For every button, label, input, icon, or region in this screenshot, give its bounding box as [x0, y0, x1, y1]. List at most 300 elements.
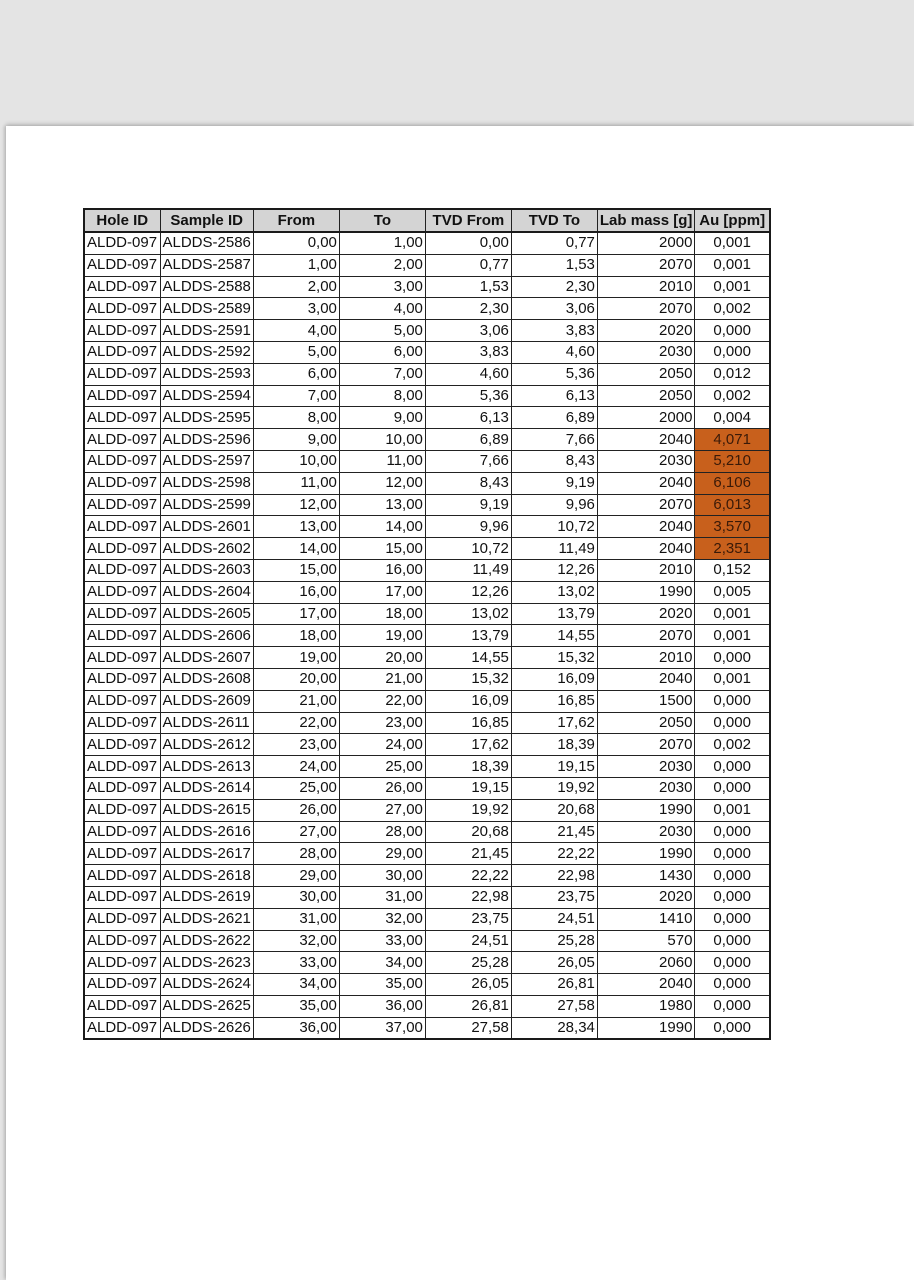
lab-mass-cell: 2040 [597, 538, 695, 560]
tvd-to-cell: 15,32 [511, 647, 597, 669]
lab-mass-cell: 2070 [597, 734, 695, 756]
tvd-to-cell: 2,30 [511, 276, 597, 298]
au-ppm-cell: 0,001 [695, 603, 770, 625]
hole-id-cell: ALDD-097 [84, 647, 160, 669]
hole-id-cell: ALDD-097 [84, 908, 160, 930]
lab-mass-cell: 2050 [597, 363, 695, 385]
tvd-to-cell: 3,06 [511, 298, 597, 320]
from-cell: 33,00 [253, 952, 339, 974]
sample-id-cell: ALDDS-2621 [160, 908, 253, 930]
hole-id-cell: ALDD-097 [84, 1017, 160, 1039]
tvd-from-cell: 27,58 [425, 1017, 511, 1039]
tvd-to-cell: 26,81 [511, 974, 597, 996]
to-cell: 2,00 [339, 254, 425, 276]
sample-id-cell: ALDDS-2603 [160, 559, 253, 581]
sample-id-cell: ALDDS-2592 [160, 341, 253, 363]
table-row [84, 1017, 770, 1039]
sample-id-cell: ALDDS-2615 [160, 799, 253, 821]
lab-mass-cell: 2040 [597, 974, 695, 996]
to-cell: 22,00 [339, 690, 425, 712]
tvd-to-cell: 10,72 [511, 516, 597, 538]
to-cell: 25,00 [339, 756, 425, 778]
tvd-from-cell: 0,00 [425, 232, 511, 254]
tvd-to-cell: 7,66 [511, 429, 597, 451]
table-row [84, 232, 770, 254]
hole-id-cell: ALDD-097 [84, 952, 160, 974]
hole-id-cell: ALDD-097 [84, 429, 160, 451]
tvd-to-cell: 17,62 [511, 712, 597, 734]
hole-id-cell: ALDD-097 [84, 865, 160, 887]
au-ppm-cell: 0,002 [695, 385, 770, 407]
from-cell: 11,00 [253, 472, 339, 494]
to-cell: 4,00 [339, 298, 425, 320]
tvd-from-cell: 26,05 [425, 974, 511, 996]
au-ppm-cell: 0,000 [695, 1017, 770, 1039]
tvd-to-cell: 22,22 [511, 843, 597, 865]
to-cell: 5,00 [339, 320, 425, 342]
from-cell: 35,00 [253, 995, 339, 1017]
hole-id-cell: ALDD-097 [84, 276, 160, 298]
hole-id-cell: ALDD-097 [84, 799, 160, 821]
sample-id-cell: ALDDS-2606 [160, 625, 253, 647]
table-row [84, 581, 770, 603]
from-cell: 25,00 [253, 777, 339, 799]
tvd-to-cell: 14,55 [511, 625, 597, 647]
to-cell: 29,00 [339, 843, 425, 865]
from-cell: 10,00 [253, 450, 339, 472]
from-cell: 22,00 [253, 712, 339, 734]
hole-id-cell: ALDD-097 [84, 320, 160, 342]
header-from: From [253, 209, 339, 232]
hole-id-cell: ALDD-097 [84, 363, 160, 385]
tvd-to-cell: 23,75 [511, 886, 597, 908]
to-cell: 12,00 [339, 472, 425, 494]
from-cell: 26,00 [253, 799, 339, 821]
lab-mass-cell: 2030 [597, 341, 695, 363]
from-cell: 8,00 [253, 407, 339, 429]
sample-id-cell: ALDDS-2624 [160, 974, 253, 996]
sample-id-cell: ALDDS-2622 [160, 930, 253, 952]
au-ppm-cell: 0,000 [695, 974, 770, 996]
lab-mass-cell: 2070 [597, 494, 695, 516]
sample-id-cell: ALDDS-2625 [160, 995, 253, 1017]
au-ppm-cell: 0,000 [695, 952, 770, 974]
tvd-from-cell: 15,32 [425, 668, 511, 690]
hole-id-cell: ALDD-097 [84, 385, 160, 407]
to-cell: 18,00 [339, 603, 425, 625]
lab-mass-cell: 2070 [597, 298, 695, 320]
to-cell: 13,00 [339, 494, 425, 516]
tvd-to-cell: 13,79 [511, 603, 597, 625]
table-row [84, 494, 770, 516]
table-row [84, 472, 770, 494]
au-ppm-cell: 0,000 [695, 821, 770, 843]
hole-id-cell: ALDD-097 [84, 886, 160, 908]
lab-mass-cell: 2070 [597, 625, 695, 647]
hole-id-cell: ALDD-097 [84, 516, 160, 538]
sample-id-cell: ALDDS-2588 [160, 276, 253, 298]
tvd-from-cell: 4,60 [425, 363, 511, 385]
au-ppm-cell: 0,001 [695, 254, 770, 276]
hole-id-cell: ALDD-097 [84, 974, 160, 996]
sample-id-cell: ALDDS-2586 [160, 232, 253, 254]
hole-id-cell: ALDD-097 [84, 581, 160, 603]
au-ppm-cell: 6,106 [695, 472, 770, 494]
to-cell: 27,00 [339, 799, 425, 821]
from-cell: 13,00 [253, 516, 339, 538]
hole-id-cell: ALDD-097 [84, 407, 160, 429]
tvd-from-cell: 16,85 [425, 712, 511, 734]
au-ppm-cell: 0,005 [695, 581, 770, 603]
header-tvd-from: TVD From [425, 209, 511, 232]
table-row [84, 712, 770, 734]
table-row [84, 734, 770, 756]
from-cell: 12,00 [253, 494, 339, 516]
table-row [84, 385, 770, 407]
to-cell: 32,00 [339, 908, 425, 930]
lab-mass-cell: 2040 [597, 668, 695, 690]
tvd-to-cell: 16,09 [511, 668, 597, 690]
tvd-from-cell: 22,22 [425, 865, 511, 887]
document-page [6, 126, 914, 1280]
from-cell: 24,00 [253, 756, 339, 778]
tvd-from-cell: 25,28 [425, 952, 511, 974]
tvd-to-cell: 20,68 [511, 799, 597, 821]
to-cell: 11,00 [339, 450, 425, 472]
au-ppm-cell: 0,012 [695, 363, 770, 385]
lab-mass-cell: 2020 [597, 603, 695, 625]
to-cell: 37,00 [339, 1017, 425, 1039]
tvd-from-cell: 11,49 [425, 559, 511, 581]
to-cell: 33,00 [339, 930, 425, 952]
sample-id-cell: ALDDS-2602 [160, 538, 253, 560]
au-ppm-cell: 0,000 [695, 756, 770, 778]
lab-mass-cell: 2040 [597, 429, 695, 451]
from-cell: 29,00 [253, 865, 339, 887]
hole-id-cell: ALDD-097 [84, 538, 160, 560]
tvd-to-cell: 28,34 [511, 1017, 597, 1039]
lab-mass-cell: 2000 [597, 232, 695, 254]
to-cell: 26,00 [339, 777, 425, 799]
hole-id-cell: ALDD-097 [84, 734, 160, 756]
au-ppm-cell: 0,002 [695, 298, 770, 320]
table-row [84, 865, 770, 887]
table-row [84, 690, 770, 712]
table-row [84, 952, 770, 974]
lab-mass-cell: 2020 [597, 320, 695, 342]
table-row [84, 930, 770, 952]
tvd-from-cell: 9,19 [425, 494, 511, 516]
au-ppm-cell: 0,001 [695, 232, 770, 254]
table-row [84, 603, 770, 625]
table-row [84, 974, 770, 996]
sample-id-cell: ALDDS-2591 [160, 320, 253, 342]
from-cell: 7,00 [253, 385, 339, 407]
to-cell: 10,00 [339, 429, 425, 451]
tvd-from-cell: 3,83 [425, 341, 511, 363]
table-row [84, 625, 770, 647]
tvd-from-cell: 21,45 [425, 843, 511, 865]
sample-id-cell: ALDDS-2612 [160, 734, 253, 756]
sample-id-cell: ALDDS-2607 [160, 647, 253, 669]
from-cell: 15,00 [253, 559, 339, 581]
from-cell: 23,00 [253, 734, 339, 756]
tvd-to-cell: 4,60 [511, 341, 597, 363]
from-cell: 34,00 [253, 974, 339, 996]
from-cell: 28,00 [253, 843, 339, 865]
hole-id-cell: ALDD-097 [84, 821, 160, 843]
au-ppm-cell: 0,000 [695, 712, 770, 734]
hole-id-cell: ALDD-097 [84, 559, 160, 581]
hole-id-cell: ALDD-097 [84, 450, 160, 472]
header-row [84, 209, 770, 232]
from-cell: 2,00 [253, 276, 339, 298]
lab-mass-cell: 1430 [597, 865, 695, 887]
hole-id-cell: ALDD-097 [84, 298, 160, 320]
tvd-from-cell: 16,09 [425, 690, 511, 712]
to-cell: 7,00 [339, 363, 425, 385]
from-cell: 27,00 [253, 821, 339, 843]
sample-id-cell: ALDDS-2593 [160, 363, 253, 385]
hole-id-cell: ALDD-097 [84, 494, 160, 516]
lab-mass-cell: 2010 [597, 559, 695, 581]
sample-id-cell: ALDDS-2618 [160, 865, 253, 887]
sample-id-cell: ALDDS-2616 [160, 821, 253, 843]
tvd-to-cell: 12,26 [511, 559, 597, 581]
hole-id-cell: ALDD-097 [84, 995, 160, 1017]
au-ppm-cell: 0,000 [695, 777, 770, 799]
to-cell: 19,00 [339, 625, 425, 647]
au-ppm-cell: 6,013 [695, 494, 770, 516]
from-cell: 36,00 [253, 1017, 339, 1039]
from-cell: 16,00 [253, 581, 339, 603]
lab-mass-cell: 2030 [597, 450, 695, 472]
to-cell: 34,00 [339, 952, 425, 974]
tvd-to-cell: 13,02 [511, 581, 597, 603]
from-cell: 1,00 [253, 254, 339, 276]
table-row [84, 886, 770, 908]
table-row [84, 668, 770, 690]
tvd-to-cell: 1,53 [511, 254, 597, 276]
sample-id-cell: ALDDS-2626 [160, 1017, 253, 1039]
lab-mass-cell: 2010 [597, 276, 695, 298]
to-cell: 24,00 [339, 734, 425, 756]
from-cell: 6,00 [253, 363, 339, 385]
tvd-to-cell: 25,28 [511, 930, 597, 952]
au-ppm-cell: 5,210 [695, 450, 770, 472]
sample-id-cell: ALDDS-2599 [160, 494, 253, 516]
sample-id-cell: ALDDS-2596 [160, 429, 253, 451]
lab-mass-cell: 1500 [597, 690, 695, 712]
au-ppm-cell: 0,001 [695, 276, 770, 298]
sample-id-cell: ALDDS-2598 [160, 472, 253, 494]
from-cell: 31,00 [253, 908, 339, 930]
hole-id-cell: ALDD-097 [84, 232, 160, 254]
au-ppm-cell: 2,351 [695, 538, 770, 560]
to-cell: 1,00 [339, 232, 425, 254]
to-cell: 21,00 [339, 668, 425, 690]
from-cell: 0,00 [253, 232, 339, 254]
lab-mass-cell: 1990 [597, 799, 695, 821]
to-cell: 15,00 [339, 538, 425, 560]
lab-mass-cell: 2000 [597, 407, 695, 429]
to-cell: 8,00 [339, 385, 425, 407]
sample-id-cell: ALDDS-2594 [160, 385, 253, 407]
tvd-from-cell: 1,53 [425, 276, 511, 298]
table-row [84, 341, 770, 363]
au-ppm-cell: 0,000 [695, 320, 770, 342]
tvd-from-cell: 20,68 [425, 821, 511, 843]
au-ppm-cell: 0,152 [695, 559, 770, 581]
lab-mass-cell: 1990 [597, 1017, 695, 1039]
table-row [84, 538, 770, 560]
table-row [84, 821, 770, 843]
from-cell: 19,00 [253, 647, 339, 669]
au-ppm-cell: 0,000 [695, 908, 770, 930]
to-cell: 6,00 [339, 341, 425, 363]
table-row [84, 777, 770, 799]
au-ppm-cell: 0,000 [695, 647, 770, 669]
header-sample-id: Sample ID [160, 209, 253, 232]
from-cell: 32,00 [253, 930, 339, 952]
au-ppm-cell: 0,000 [695, 995, 770, 1017]
au-ppm-cell: 0,000 [695, 690, 770, 712]
from-cell: 9,00 [253, 429, 339, 451]
tvd-from-cell: 10,72 [425, 538, 511, 560]
tvd-to-cell: 19,15 [511, 756, 597, 778]
hole-id-cell: ALDD-097 [84, 625, 160, 647]
to-cell: 16,00 [339, 559, 425, 581]
tvd-from-cell: 23,75 [425, 908, 511, 930]
sample-id-cell: ALDDS-2619 [160, 886, 253, 908]
from-cell: 17,00 [253, 603, 339, 625]
tvd-from-cell: 0,77 [425, 254, 511, 276]
lab-mass-cell: 2070 [597, 254, 695, 276]
tvd-from-cell: 6,13 [425, 407, 511, 429]
tvd-to-cell: 18,39 [511, 734, 597, 756]
hole-id-cell: ALDD-097 [84, 777, 160, 799]
to-cell: 3,00 [339, 276, 425, 298]
hole-id-cell: ALDD-097 [84, 341, 160, 363]
tvd-to-cell: 19,92 [511, 777, 597, 799]
tvd-from-cell: 6,89 [425, 429, 511, 451]
au-ppm-cell: 0,000 [695, 930, 770, 952]
lab-mass-cell: 2050 [597, 385, 695, 407]
hole-id-cell: ALDD-097 [84, 254, 160, 276]
to-cell: 14,00 [339, 516, 425, 538]
table-row [84, 363, 770, 385]
lab-mass-cell: 2040 [597, 472, 695, 494]
from-cell: 4,00 [253, 320, 339, 342]
table-row [84, 843, 770, 865]
to-cell: 28,00 [339, 821, 425, 843]
tvd-from-cell: 13,02 [425, 603, 511, 625]
sample-id-cell: ALDDS-2601 [160, 516, 253, 538]
header-hole-id: Hole ID [84, 209, 160, 232]
from-cell: 14,00 [253, 538, 339, 560]
tvd-from-cell: 3,06 [425, 320, 511, 342]
au-ppm-cell: 3,570 [695, 516, 770, 538]
hole-id-cell: ALDD-097 [84, 690, 160, 712]
from-cell: 18,00 [253, 625, 339, 647]
sample-id-cell: ALDDS-2608 [160, 668, 253, 690]
tvd-from-cell: 19,15 [425, 777, 511, 799]
tvd-to-cell: 9,19 [511, 472, 597, 494]
tvd-to-cell: 27,58 [511, 995, 597, 1017]
hole-id-cell: ALDD-097 [84, 603, 160, 625]
au-ppm-cell: 0,000 [695, 886, 770, 908]
hole-id-cell: ALDD-097 [84, 756, 160, 778]
lab-mass-cell: 1990 [597, 581, 695, 603]
tvd-from-cell: 17,62 [425, 734, 511, 756]
tvd-to-cell: 22,98 [511, 865, 597, 887]
from-cell: 20,00 [253, 668, 339, 690]
tvd-to-cell: 5,36 [511, 363, 597, 385]
to-cell: 20,00 [339, 647, 425, 669]
tvd-to-cell: 6,13 [511, 385, 597, 407]
au-ppm-cell: 0,000 [695, 865, 770, 887]
tvd-to-cell: 0,77 [511, 232, 597, 254]
lab-mass-cell: 2020 [597, 886, 695, 908]
lab-mass-cell: 2060 [597, 952, 695, 974]
header-au-ppm: Au [ppm] [695, 209, 770, 232]
sample-id-cell: ALDDS-2613 [160, 756, 253, 778]
table-row [84, 908, 770, 930]
au-ppm-cell: 0,001 [695, 799, 770, 821]
lab-mass-cell: 2030 [597, 756, 695, 778]
tvd-to-cell: 21,45 [511, 821, 597, 843]
from-cell: 3,00 [253, 298, 339, 320]
tvd-from-cell: 24,51 [425, 930, 511, 952]
hole-id-cell: ALDD-097 [84, 843, 160, 865]
table-row [84, 320, 770, 342]
lab-mass-cell: 2010 [597, 647, 695, 669]
from-cell: 30,00 [253, 886, 339, 908]
tvd-from-cell: 13,79 [425, 625, 511, 647]
tvd-from-cell: 22,98 [425, 886, 511, 908]
to-cell: 36,00 [339, 995, 425, 1017]
tvd-to-cell: 24,51 [511, 908, 597, 930]
table-row [84, 298, 770, 320]
tvd-from-cell: 18,39 [425, 756, 511, 778]
header-lab-mass: Lab mass [g] [597, 209, 695, 232]
tvd-from-cell: 26,81 [425, 995, 511, 1017]
sample-id-cell: ALDDS-2597 [160, 450, 253, 472]
sample-id-cell: ALDDS-2605 [160, 603, 253, 625]
au-ppm-cell: 4,071 [695, 429, 770, 451]
tvd-to-cell: 26,05 [511, 952, 597, 974]
sample-id-cell: ALDDS-2604 [160, 581, 253, 603]
to-cell: 23,00 [339, 712, 425, 734]
au-ppm-cell: 0,004 [695, 407, 770, 429]
from-cell: 21,00 [253, 690, 339, 712]
sample-id-cell: ALDDS-2595 [160, 407, 253, 429]
hole-id-cell: ALDD-097 [84, 712, 160, 734]
header-tvd-to: TVD To [511, 209, 597, 232]
table-row [84, 799, 770, 821]
tvd-from-cell: 12,26 [425, 581, 511, 603]
table-row [84, 254, 770, 276]
tvd-from-cell: 7,66 [425, 450, 511, 472]
lab-mass-cell: 1410 [597, 908, 695, 930]
lab-mass-cell: 2030 [597, 821, 695, 843]
table-row [84, 276, 770, 298]
to-cell: 17,00 [339, 581, 425, 603]
table-row [84, 429, 770, 451]
header-to: To [339, 209, 425, 232]
lab-mass-cell: 1990 [597, 843, 695, 865]
table-row [84, 407, 770, 429]
